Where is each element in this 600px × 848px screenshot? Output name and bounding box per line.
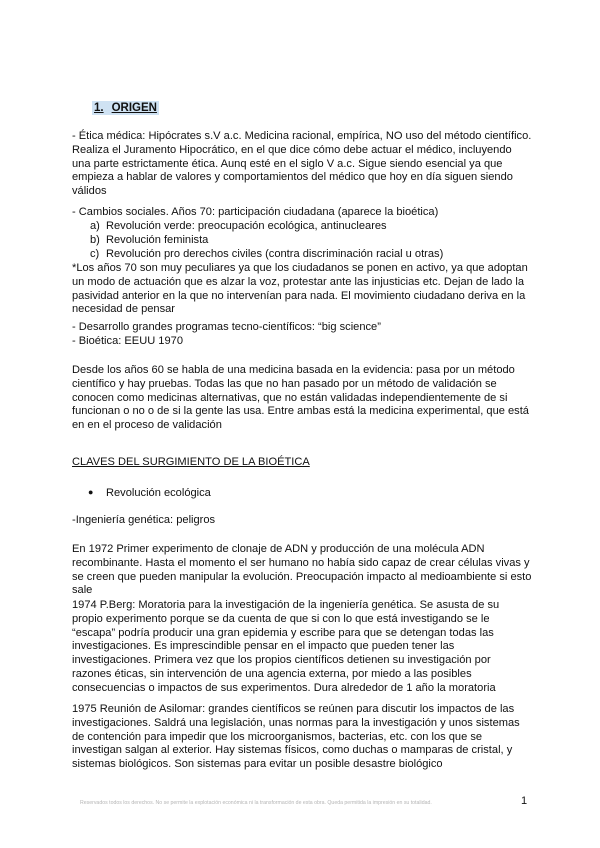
paragraph-1975: 1975 Reunión de Asilomar: grandes científicos se reúnen para discutir los impactos de las investigaciones. Saldrá una legislación, unas normas para la investigación y unos sistemas de contención para impedir que los microorganismos, bacterias, etc. con los que se investigan salgan al exterior. Hay sistemas físicos, como duchas o mamparas de cristal, y sistemas biológicos. Son sistemas para evitar un posible desastre biológico [72,703,520,771]
list-item-revolucion-feminista [90,234,208,248]
nota-anos-70-paragraph: *Los años 70 son muy peculiares ya que los ciudadanos se ponen en activo, ya que adoptan un modo de actuación que es alzar la voz, protestar ante las injusticias etc. Dejan de lado la pasividad anterior en la que no intervenían para nada. El movimiento ciudadano deriva en la necesidad de pensar [72,262,528,316]
paragraph-1972: En 1972 Primer experimento de clonaje de ADN y producción de una molécula ADN recombinante. Hasta el momento el ser humano no había sido capaz de crear células vivas y se creen que pueden manipular la evolución. Preocupación impacto al medioambiente si esto sale [72,543,532,597]
list-item-text: Revolución verde: preocupación ecológica, antinucleares [106,220,387,232]
list-item-revolucion-verde [90,220,387,234]
list-marker: b) [90,234,100,246]
list-item-text: Revolución pro derechos civiles (contra discriminación racial u otras) [106,248,444,260]
claves-section-title: CLAVES DEL SURGIMIENTO DE LA BIOÉTICA [72,456,310,468]
desarrollo-line: - Desarrollo grandes programas tecno-científicos: “big science” [72,321,381,333]
etica-medica-paragraph: - Ética médica: Hipócrates s.V a.c. Medicina racional, empírica, NO uso del método científico. Realiza el Juramento Hipocrático, en el que dice cómo debe actuar el médico, incluyendo una parte estrictamente ética. Aunq esté en el siglo V a.c. Sigue siendo esencial ya que empieza a hablar de valores y comportamientos del médico que hoy en día siguen siendo válidos [72,130,532,198]
heading-title: ORIGEN [111,102,157,114]
footer-copyright-notice: Reservados todos los derechos. No se permite la explotación económica ni la transformación de esta obra. Queda permitida la impresión en su totalidad. [80,800,432,806]
ingenieria-genetica-line: -Ingeniería genética: peligros [72,514,216,526]
cambios-sociales-line: - Cambios sociales. Años 70: participación ciudadana (aparece la bioética) [72,206,439,218]
section-heading [92,101,159,115]
list-item-text: Revolución feminista [106,234,209,246]
list-item-derechos-civiles [90,248,443,262]
page-number: 1 [521,795,528,807]
evidencia-paragraph: Desde los años 60 se habla de una medicina basada en la evidencia: pasa por un método científico y hay pruebas. Todas las que no han pasado por un método de validación se conocen como medicinas alternativas, que no están validadas independientemente de si funcionan o no o de si la gente las usa. Entre ambas está la medicina experimental, que está en en el proceso de validación [72,364,529,432]
bioetica-line: - Bioética: EEUU 1970 [72,335,183,347]
list-marker: c) [90,248,100,260]
bullet-item-text: Revolución ecológica [106,487,211,499]
bullet-dot-icon: ● [88,487,94,497]
heading-number: 1. [94,102,104,114]
paragraph-1974: 1974 P.Berg: Moratoria para la investigación de la ingeniería genética. Se asusta de su propio experimento porque se da cuenta de que si con lo que está investigando se le “escapa” podría producir una gran epidemia y escribe para que se detengan todas las investigaciones. Es imprescindible pensar en el impacto que pueden tener las investigaciones. Primera vez que los propios científicos detienen su investigación por razones éticas, sin intervención de una agencia externa, por miedo a las posibles consecuencias o impactos de sus experimentos. Dura alrededor de 1 año la moratoria [72,599,500,694]
list-marker: a) [90,220,100,232]
bullet-item-revolucion-ecologica [88,485,211,500]
